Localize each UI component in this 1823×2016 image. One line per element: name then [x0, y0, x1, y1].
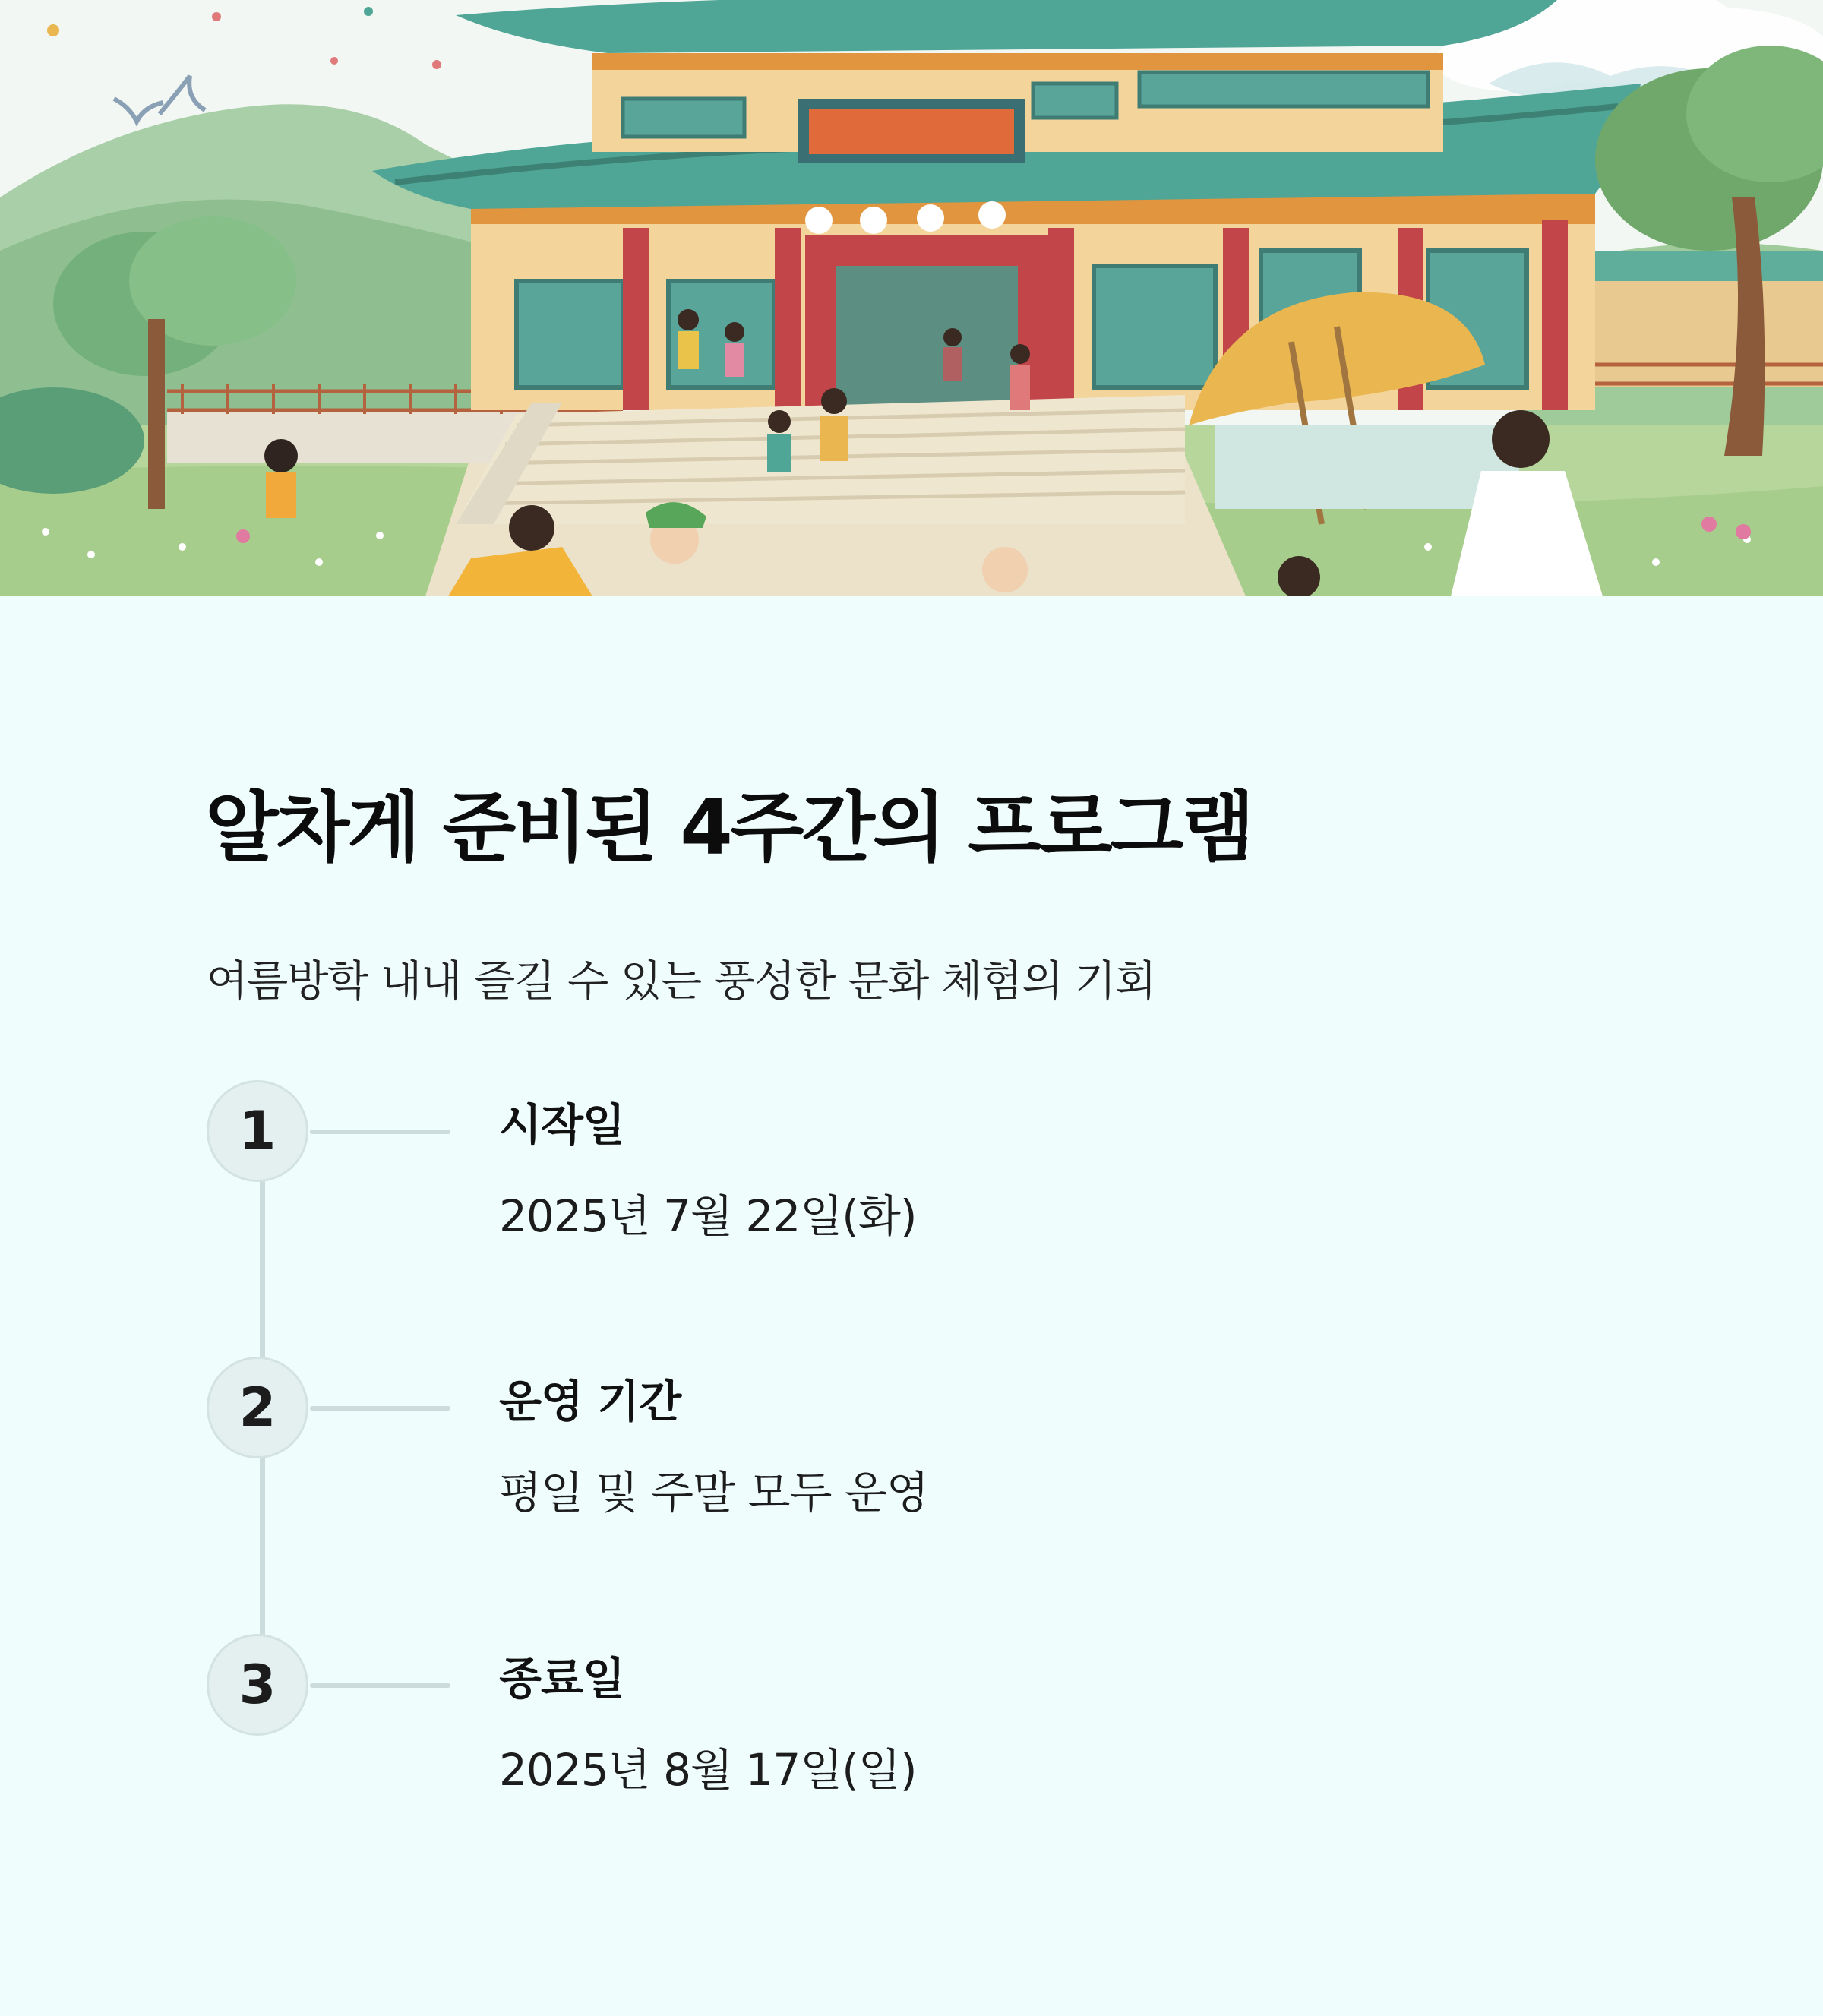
timeline-step-start — [205, 1080, 1344, 1247]
page-title: 알차게 준비된 4주간의 프로그램 — [205, 783, 1253, 872]
step-connector-line — [310, 1130, 450, 1134]
page-subtitle: 여름방학 내내 즐길 수 있는 풍성한 문화 체험의 기회 — [207, 957, 1156, 1006]
step-number-badge: 1 — [207, 1080, 308, 1182]
step-title: 운영 기간 — [499, 1376, 681, 1427]
step-title: 시작일 — [499, 1099, 625, 1151]
step-connector-line — [310, 1406, 450, 1411]
step-title: 종료일 — [499, 1653, 625, 1705]
timeline-step-end — [205, 1634, 1344, 1801]
step-description: 평일 및 주말 모두 운영 — [499, 1467, 928, 1518]
step-number-badge: 3 — [207, 1634, 308, 1736]
step-connector-line — [310, 1683, 450, 1688]
timeline — [0, 596, 1823, 2016]
temple-courtyard-illustration — [0, 0, 1823, 596]
program-section — [0, 596, 1823, 2016]
hero-illustration — [0, 0, 1823, 596]
step-number-badge: 2 — [207, 1357, 308, 1458]
timeline-step-period — [205, 1357, 1344, 1524]
step-description: 2025년 8월 17일(일) — [499, 1744, 917, 1796]
step-description: 2025년 7월 22일(화) — [499, 1190, 917, 1242]
